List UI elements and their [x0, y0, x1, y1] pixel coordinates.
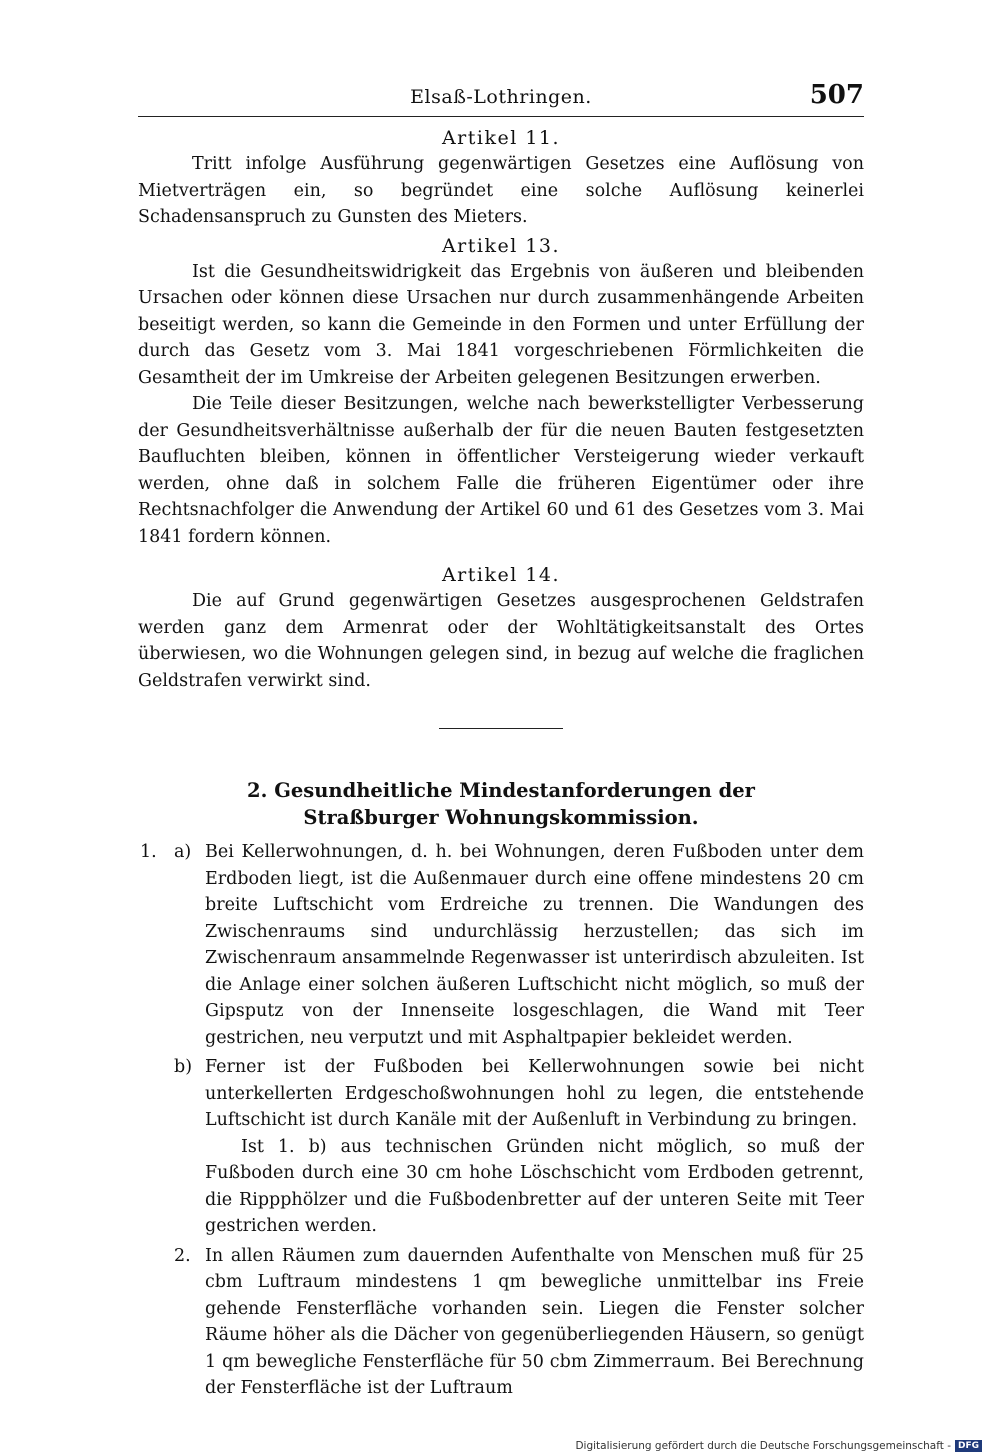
list-item: [138, 839, 864, 1051]
article-paragraph: Die auf Grund gegenwärtigen Gesetzes ausgesprochenen Geldstrafen werden ganz dem Armenrat oder der Wohltätigkeitsanstalt des Ortes überwiesen, wo die Wohnungen gelegen sind, in bezug auf welche die fraglichen Geldstrafen verwirkt sind.: [138, 591, 864, 691]
article-paragraph: Die Teile dieser Besitzungen, welche nach bewerkstelligter Verbesserung der Gesundheitsverhältnisse außerhalb der für die neuen Bauten festgesetzten Baufluchten bleiben, können in öffentlicher Versteigerung wieder verkauft werden, ohne daß in solchem Falle die früheren Eigentümer oder ihre Rechtsnachfolger die Anwendung der Artikel 60 und 61 des Gesetzes vom 3. Mai 1841 fordern können.: [138, 394, 864, 547]
list-item: [138, 1243, 864, 1402]
item-text: Ferner ist der Fußboden bei Kellerwohnungen sowie bei nicht unterkellerten Erdgeschoßwohnungen hohl zu legen, die entstehende Luftschicht ist durch Kanäle mit der Außenluft in Verbindung zu bringen.: [205, 1057, 864, 1130]
article-heading: Artikel 13.: [441, 234, 561, 257]
item-number: 2.: [174, 1245, 191, 1266]
item-text: Bei Kellerwohnungen, d. h. bei Wohnungen, deren Fußboden unter dem Erdboden liegt, ist die Außenmauer durch eine offene mindestens 20 cm breite Luftschicht vom Erdreiche zu trennen. Die Wandungen des Zwischenraums sind undurchlässig herzustellen; das sich im Zwischenraum ansammelnde Regenwasser ist unterirdisch abzuleiten. Ist die Anlage einer solchen äußeren Luftschicht nicht möglich, so muß der Gipsputz von der Innenseite losgeschlagen, die Wand mit Teer gestrichen, neu verputzt und mit Asphaltpapier bekleidet werden.: [205, 842, 864, 1048]
section-divider: [439, 728, 563, 729]
section-title: 2. Gesundheitliche Mindestanforderungen der Straßburger Wohnungskommission.: [247, 779, 755, 829]
article-paragraph: Ist die Gesundheitswidrigkeit das Ergebnis von äußeren und bleibenden Ursachen oder können diese Ursachen nur durch zusammenhängende Arbeiten beseitigt werden, so kann die Gemeinde in den Formen und unter Erfüllung der durch das Gesetz vom 3. Mai 1841 vorgeschriebenen Förmlichkeiten die Gesamtheit der im Umkreise der Arbeiten gelegenen Besitzungen erwerben.: [138, 261, 864, 388]
article-heading: Artikel 14.: [441, 564, 561, 586]
item-number: 1.: [140, 842, 157, 862]
article-heading: Artikel 11.: [441, 127, 561, 149]
dfg-logo-icon: DFG: [955, 1440, 982, 1452]
item-letter: a): [174, 842, 192, 862]
article-paragraph: Tritt infolge Ausführung gegenwärtigen Gesetzes eine Auflösung von Mietverträgen ein, so begründet eine solche Auflösung keinerlei Schadensanspruch zu Gunsten des Mieters.: [138, 154, 864, 227]
item-text: Ist 1. b) aus technischen Gründen nicht möglich, so muß der Fußboden durch eine 30 cm hohe Löschschicht vom Erdboden getrennt, die Rippphölzer und die Fußbodenbretter auf der unteren Seite mit Teer gestrichen werden.: [205, 1136, 864, 1236]
page: [138, 80, 864, 1402]
item-text: In allen Räumen zum dauernden Aufenthalte von Menschen muß für 25 cbm Luftraum mindestens 1 qm bewegliche unmittelbar ins Freie gehende Fensterfläche vorhanden sein. Liegen die Fenster solcher Räume höher als die Dächer von gegenüberliegenden Häusern, so genügt 1 qm bewegliche Fensterfläche für 50 cbm Zimmerraum. Bei Berechnung der Fensterfläche ist der Luftraum: [205, 1245, 864, 1398]
page-number: 507: [809, 80, 864, 110]
digitization-footer: [575, 1440, 982, 1452]
list-item: [138, 1054, 864, 1240]
running-title: Elsaß-Lothringen.: [410, 86, 592, 108]
page-header: [138, 80, 864, 117]
footer-text: Digitalisierung gefördert durch die Deutsche Forschungsgemeinschaft -: [575, 1440, 951, 1452]
item-letter: b): [174, 1057, 193, 1077]
